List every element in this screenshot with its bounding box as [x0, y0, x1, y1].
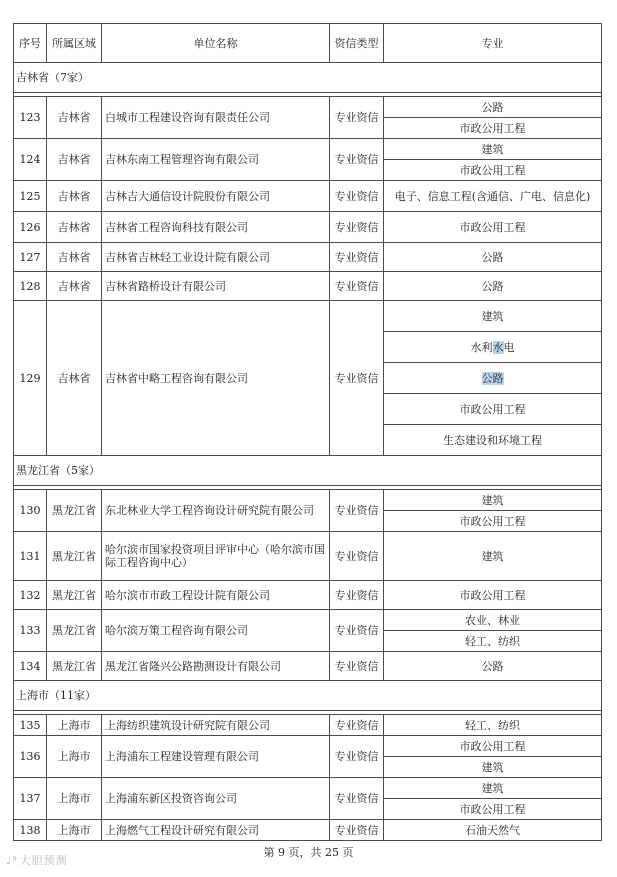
section-title: 黑龙江省（5家） [14, 456, 602, 486]
unit-name-cell: 上海浦东工程建设管理有限公司 [102, 736, 330, 778]
seq-cell: 124 [14, 139, 47, 181]
section-row [14, 63, 602, 93]
unit-name-cell: 吉林省吉林轻工业设计院有限公司 [102, 243, 330, 272]
specialty-cell: 市政公用工程 [384, 160, 602, 181]
unit-name-cell: 上海燃气工程设计研究有限公司 [102, 820, 330, 841]
region-cell: 上海市 [47, 778, 102, 820]
region-cell: 吉林省 [47, 272, 102, 301]
qual-type-cell: 专业资信 [330, 97, 384, 139]
specialty-cell: 建筑 [384, 778, 602, 799]
seq-cell: 131 [14, 532, 47, 581]
specialty-cell: 市政公用工程 [384, 736, 602, 757]
qual-type-cell: 专业资信 [330, 581, 384, 610]
section-row [14, 681, 602, 711]
unit-name-cell: 哈尔滨万策工程咨询有限公司 [102, 610, 330, 652]
text-selection-highlight: 公路 [481, 371, 504, 385]
specialty-cell: 电子、信息工程(含通信、广电、信息化) [384, 181, 602, 212]
region-cell: 上海市 [47, 736, 102, 778]
specialty-cell: 建筑 [384, 532, 602, 581]
specialty-cell: 公路 [384, 652, 602, 681]
region-cell: 吉林省 [47, 301, 102, 456]
seq-cell: 136 [14, 736, 47, 778]
section-title: 上海市（11家） [14, 681, 602, 711]
specialty-cell [384, 363, 602, 394]
unit-name-cell: 哈尔滨市国家投资项目评审中心（哈尔滨市国际工程咨询中心） [102, 532, 330, 581]
unit-name-cell: 吉林东南工程管理咨询有限公司 [102, 139, 330, 181]
qual-type-cell: 专业资信 [330, 243, 384, 272]
specialty-cell: 水利水电 [384, 332, 602, 363]
table-row [14, 820, 602, 841]
specialty-cell: 生态建设和环境工程 [384, 425, 602, 456]
seq-cell: 125 [14, 181, 47, 212]
region-cell: 黑龙江省 [47, 532, 102, 581]
seq-cell: 130 [14, 490, 47, 532]
unit-name-cell: 吉林省路桥设计有限公司 [102, 272, 330, 301]
qual-type-cell: 专业资信 [330, 490, 384, 532]
table-header-row [14, 24, 602, 63]
table-row [14, 532, 602, 581]
seq-cell: 127 [14, 243, 47, 272]
watermark-text: 大胆预测 [19, 854, 68, 867]
seq-cell: 135 [14, 715, 47, 736]
region-cell: 黑龙江省 [47, 490, 102, 532]
region-cell: 黑龙江省 [47, 652, 102, 681]
specialty-cell: 建筑 [384, 490, 602, 511]
table-row [14, 778, 602, 799]
qual-type-cell: 专业资信 [330, 212, 384, 243]
qual-type-cell: 专业资信 [330, 610, 384, 652]
specialty-cell: 农业、林业 [384, 610, 602, 631]
specialty-cell: 建筑 [384, 139, 602, 160]
page-footer: 第 9 页，共 25 页 [263, 846, 354, 859]
table-row [14, 652, 602, 681]
table-row [14, 610, 602, 631]
text-selection-highlight: 水 [492, 340, 504, 354]
table-row [14, 139, 602, 160]
table-row [14, 272, 602, 301]
specialty-cell: 市政公用工程 [384, 799, 602, 820]
seq-cell: 128 [14, 272, 47, 301]
unit-name-cell: 吉林省中略工程咨询有限公司 [102, 301, 330, 456]
specialty-cell: 轻工、纺织 [384, 715, 602, 736]
specialty-cell: 公路 [384, 243, 602, 272]
unit-name-cell: 吉林省工程咨询科技有限公司 [102, 212, 330, 243]
qualification-table [13, 23, 602, 841]
unit-name-cell: 东北林业大学工程咨询设计研究院有限公司 [102, 490, 330, 532]
qual-type-cell: 专业资信 [330, 778, 384, 820]
region-cell: 吉林省 [47, 181, 102, 212]
specialty-cell: 市政公用工程 [384, 118, 602, 139]
header-qual-type: 资信类型 [330, 24, 384, 63]
watermark [6, 852, 68, 868]
region-cell: 吉林省 [47, 212, 102, 243]
specialty-cell: 市政公用工程 [384, 394, 602, 425]
region-cell: 黑龙江省 [47, 581, 102, 610]
region-cell: 吉林省 [47, 139, 102, 181]
qual-type-cell: 专业资信 [330, 820, 384, 841]
region-cell: 上海市 [47, 820, 102, 841]
header-seq: 序号 [14, 24, 47, 63]
header-specialty: 专业 [384, 24, 602, 63]
header-region: 所属区域 [47, 24, 102, 63]
table-row [14, 301, 602, 332]
table-row [14, 715, 602, 736]
seq-cell: 126 [14, 212, 47, 243]
region-cell: 黑龙江省 [47, 610, 102, 652]
specialty-cell: 公路 [384, 97, 602, 118]
qual-type-cell: 专业资信 [330, 272, 384, 301]
unit-name-cell: 吉林吉大通信设计院股份有限公司 [102, 181, 330, 212]
table-row [14, 490, 602, 511]
table-row [14, 181, 602, 212]
specialty-cell: 市政公用工程 [384, 212, 602, 243]
region-cell: 吉林省 [47, 97, 102, 139]
seq-cell: 133 [14, 610, 47, 652]
seq-cell: 132 [14, 581, 47, 610]
specialty-cell: 石油天然气 [384, 820, 602, 841]
region-cell: 吉林省 [47, 243, 102, 272]
qual-type-cell: 专业资信 [330, 652, 384, 681]
qual-type-cell: 专业资信 [330, 736, 384, 778]
specialty-cell: 建筑 [384, 757, 602, 778]
table-row [14, 97, 602, 118]
unit-name-cell: 黑龙江省隆兴公路勘测设计有限公司 [102, 652, 330, 681]
table-row [14, 736, 602, 757]
table-row [14, 243, 602, 272]
specialty-cell: 轻工、纺织 [384, 631, 602, 652]
seq-cell: 123 [14, 97, 47, 139]
specialty-cell: 公路 [384, 272, 602, 301]
table-row [14, 212, 602, 243]
specialty-cell: 市政公用工程 [384, 511, 602, 532]
unit-name-cell: 白城市工程建设咨询有限责任公司 [102, 97, 330, 139]
seq-cell: 129 [14, 301, 47, 456]
seq-cell: 138 [14, 820, 47, 841]
header-unit: 单位名称 [102, 24, 330, 63]
qual-type-cell: 专业资信 [330, 715, 384, 736]
seq-cell: 134 [14, 652, 47, 681]
unit-name-cell: 上海纺织建筑设计研究院有限公司 [102, 715, 330, 736]
table-row [14, 581, 602, 610]
region-cell: 上海市 [47, 715, 102, 736]
qual-type-cell: 专业资信 [330, 139, 384, 181]
seq-cell: 137 [14, 778, 47, 820]
watermark-logo-icon: ♩⁹ [6, 854, 18, 867]
qual-type-cell: 专业资信 [330, 301, 384, 456]
section-title: 吉林省（7家） [14, 63, 602, 93]
qual-type-cell: 专业资信 [330, 181, 384, 212]
unit-name-cell: 上海浦东新区投资咨询公司 [102, 778, 330, 820]
specialty-cell: 建筑 [384, 301, 602, 332]
unit-name-cell: 哈尔滨市市政工程设计院有限公司 [102, 581, 330, 610]
section-row [14, 456, 602, 486]
qual-type-cell: 专业资信 [330, 532, 384, 581]
specialty-cell: 市政公用工程 [384, 581, 602, 610]
